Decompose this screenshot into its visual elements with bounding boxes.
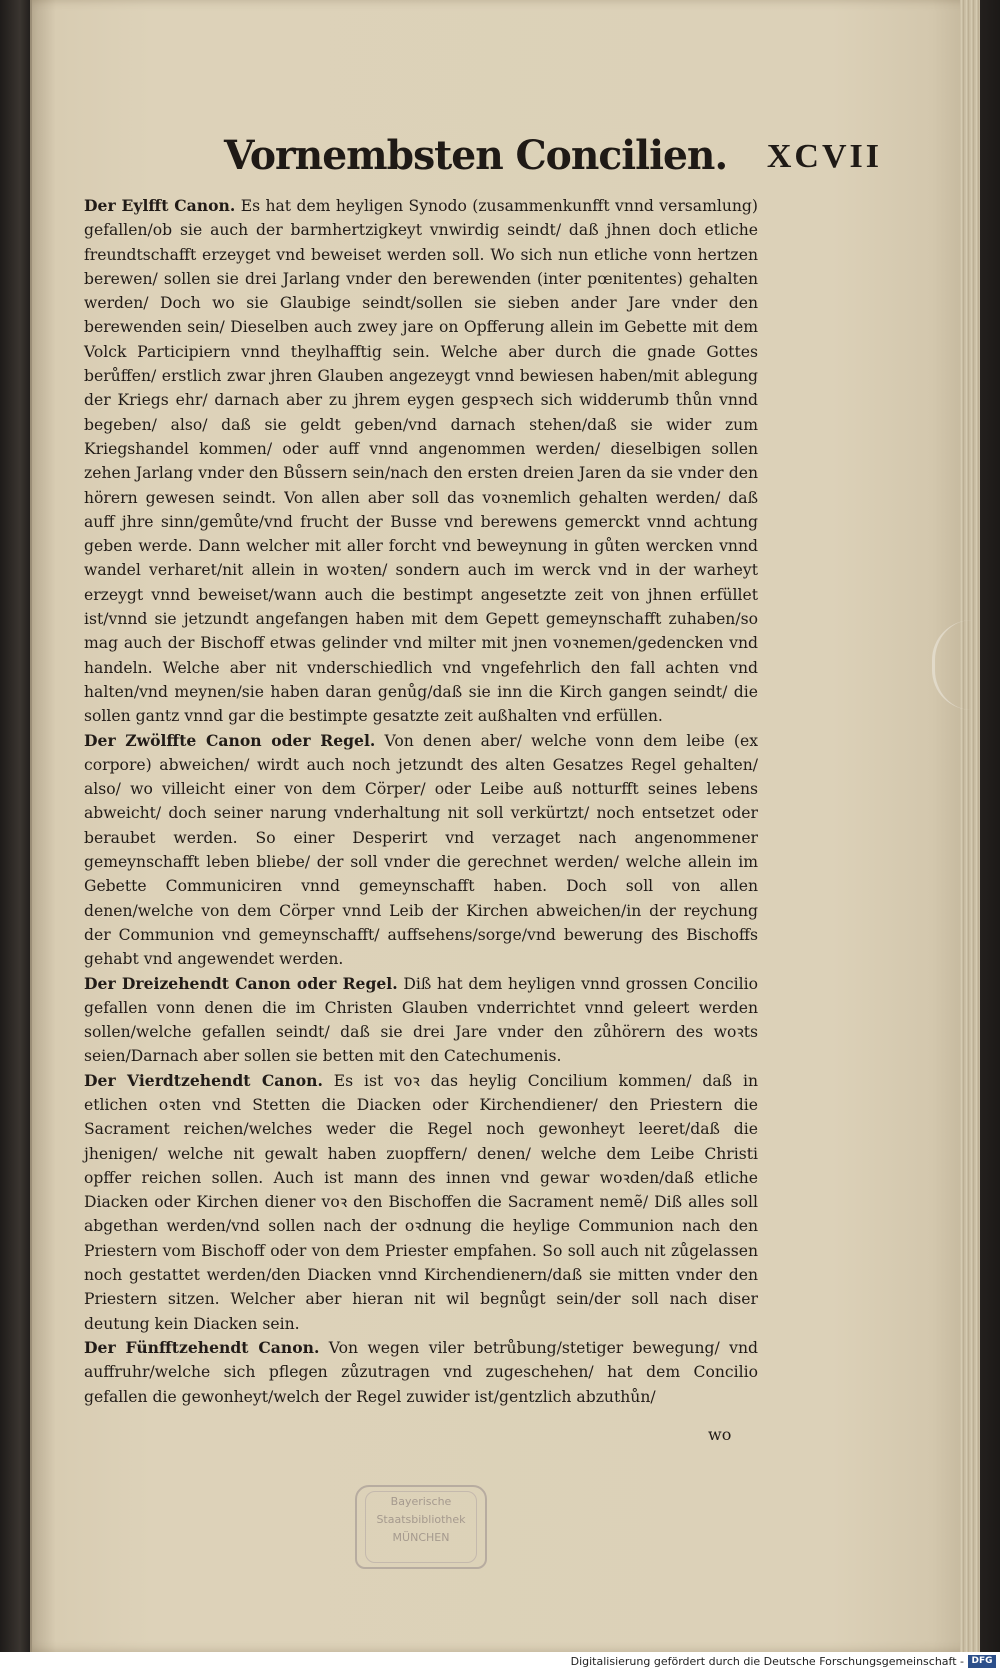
- paragraph-canon-14: [84, 1069, 758, 1336]
- page-edge: [960, 0, 980, 1652]
- paragraph-canon-11: [84, 194, 758, 729]
- paragraph-body: Von wegen viler betrůbung/stetiger bewegung/ vnd auffruhr/welche sich pflegen zůzutragen vnd zugeschehen/ hat dem Concilio gefallen die gewonheyt/welch der Regel zuwider ist/gentzlich abzuthůn/: [84, 1338, 758, 1406]
- paragraph-canon-12: [84, 729, 758, 972]
- folio-number: XCVII: [766, 138, 882, 175]
- text-block: [84, 194, 758, 1409]
- canon-heading: Der Vierdtzehendt Canon.: [84, 1070, 323, 1090]
- dfg-logo: DFG: [968, 1655, 996, 1668]
- stamp-line: MÜNCHEN: [392, 1531, 450, 1544]
- canon-heading: Der Fünfftzehendt Canon.: [84, 1337, 320, 1357]
- page-tab-shadow: [932, 620, 995, 710]
- running-title: Vornembsten Concilien.: [224, 132, 728, 179]
- paragraph-canon-15: [84, 1336, 758, 1409]
- catchword: wo: [708, 1425, 732, 1444]
- canon-heading: Der Zwölffte Canon oder Regel.: [84, 730, 376, 750]
- paragraph-body: Diß hat dem heyligen vnnd grossen Concilio gefallen vonn denen die im Christen Glauben vnderrichtet vnnd geleert werden sollen/welche gefallen seindt/ daß sie drei Jare vnder den zůhörern des woꝛts seien/Darnach aber sollen sie betten mit den Catechumenis.: [84, 974, 758, 1066]
- funding-credit: Digitalisierung gefördert durch die Deutsche Forschungsgemeinschaft -: [570, 1655, 964, 1668]
- canon-heading: Der Eylfft Canon.: [84, 196, 236, 215]
- page-header: [186, 132, 906, 192]
- paragraph-body: Es hat dem heyligen Synodo (zusammenkunfft vnnd versamlung) gefallen/ob sie auch der barmhertzigkeyt vnwirdig seindt/ daß jhnen doch etliche freundtschafft erzeyget vnd beweiset werden soll. Wo sich nun etliche vonn hertzen berewen/ sollen sie drei Jarlang vnder den berewenden (inter pœnitentes) gehalten werden/ Doch wo sie Glaubige seindt/sollen sie sieben ander Jare vnder den berewenden sein/ Dieselben auch zwey jare on Opfferung allein im Gebette mit dem Volck Participiern vnnd theylhafftig sein. Welche aber durch die gnade Gottes berůffen/ erstlich zwar jhren Glauben angezeygt vnnd bewiesen haben/mit ablegung der Kriegs ehr/ darnach aber zu jhrem eygen gespꝛech sich widderumb thůn vnnd begeben/ also/ daß sie geldt geben/vnd darnach stehen/daß sie wider zum Kriegshandel kommen/ oder auff vnnd angenommen werden/ dieselbigen sollen zehen Jarlang vnder den Bůssern sein/nach den ersten dreien Jaren da sie vnder den hörern gewesen seindt. Von allen aber soll das voꝛnemlich gehalten werden/ daß auff jhre sinn/gemůte/vnd frucht der Busse vnd berewens gemerckt vnnd achtung geben werde. Dann welcher mit aller forcht vnd beweynung in gůten wercken vnnd wandel verharet/nit allein in woꝛten/ sondern auch im werck vnd in der warheyt erzeygt vnnd beweiset/wann auch die bestimpt angesetzte zeit von jhnen erfüllet ist/vnnd sie jetzundt angefangen haben mit dem Gepett gemeynschafft zuhaben/so mag auch der Bischoff etwas gelinder vnd milter mit jnen voꝛnemen/gedencken vnd handeln. Welche aber nit vnderschiedlich vnd vngefehrlich den fall achten vnd halten/vnd meynen/sie haben daran genůg/daß sie inn die Kirch gangen seindt/ die sollen gantz vnnd gar die bestimpte gesatzte zeit außhalten vnd erfüllen.: [84, 197, 758, 726]
- paragraph-body: Es ist voꝛ das heylig Concilium kommen/ daß in etlichen oꝛten vnd Stetten die Diacken oder Kirchendiener/ den Priestern die Sacrament reichen/welches weder die Regel noch gewonheyt leeret/daß die jhenigen/ welche nit gewalt haben zuopffern/ denen/ welche dem Leibe Christi opffer reichen sollen. Auch ist mann des innen vnd gewar woꝛden/daß etliche Diacken oder Kirchen diener voꝛ den Bischoffen die Sacrament nemẽ/ Diß alles soll abgethan werden/vnd sollen nach der oꝛdnung die heylige Communion nach den Priestern vom Bischoff oder von dem Priester empfahen. So soll auch nit zůgelassen noch gestattet werden/den Diacken vnnd Kirchendienern/daß sie mitten vnder den Priestern sitzen. Welcher aber hieran nit wil begnůgt sein/der soll nach diser deutung kein Diacken sein.: [84, 1071, 758, 1333]
- paragraph-body: Von denen aber/ welche vonn dem leibe (ex corpore) abweichen/ wirdt auch noch jetzundt des alten Gesatzes Regel gehalten/ also/ wo villeicht einer von dem Cörper/ oder Leibe auß notturfft seines lebens abweicht/ doch seiner narung vnderhaltung nit soll verkürtzt/ noch entsetzet oder beraubet werden. So einer Desperirt vnd verzaget nach angenommener gemeynschafft leben bliebe/ der soll vnder die gerechnet werden/ welche allein im Gebette Communiciren vnnd gemeynschafft haben. Doch soll von allen denen/welche von dem Cörper vnnd Leib der Kirchen abweichen/in der reychung der Communion vnd gemeynschafft/ auffsehens/sorge/vnd bewerung des Bischoffs gehabt vnd angewendet werden.: [84, 731, 758, 969]
- library-stamp: [355, 1485, 487, 1569]
- stamp-line: Bayerische: [390, 1495, 452, 1508]
- paragraph-canon-13: [84, 972, 758, 1069]
- canon-heading: Der Dreizehendt Canon oder Regel.: [84, 973, 398, 993]
- footer-bar: [0, 1652, 1000, 1672]
- stamp-line: Staatsbibliothek: [376, 1513, 466, 1526]
